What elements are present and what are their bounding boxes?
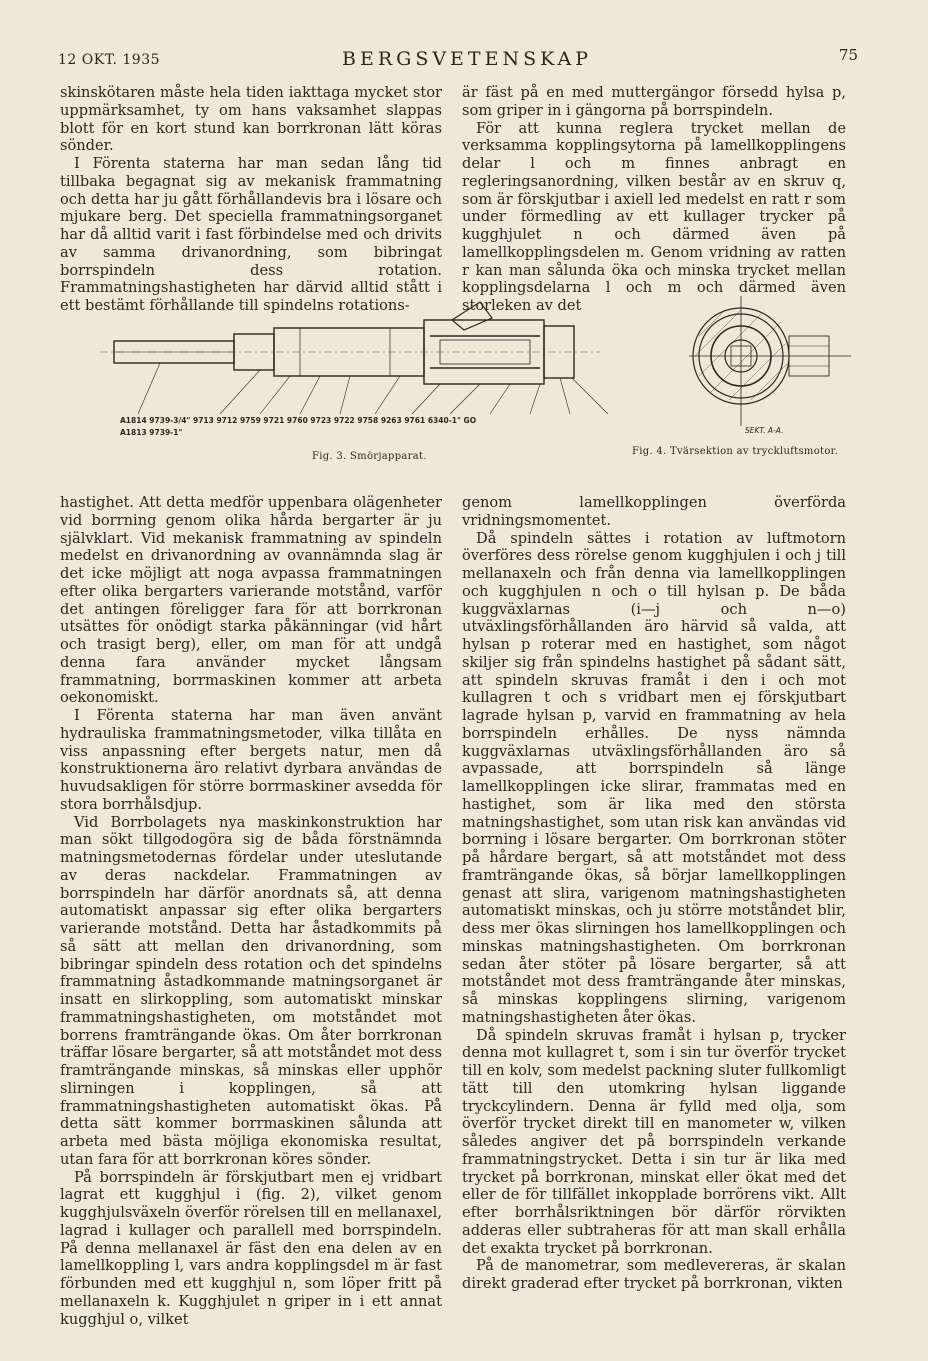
figure-block xyxy=(100,296,870,466)
page-number: 75 xyxy=(838,46,858,64)
paragraph: För att kunna reglera trycket mellan de verksamma kopplingsytorna på lamellkopplingens delar l och m finnes anbragt en regleringsanordning, vilken består av en skruv q, som är förskjutbar i axiell led medelst en ratt r som under förmedling av ett kullager trycker på kugghjulet n och därmed även på lamellkopplingsdelen m. Genom vridning av ratten r kan man sålunda öka och minska trycket mellan kopplingsdelarna l och m och därmed även storleken av det xyxy=(462,119,846,314)
paragraph: Vid Borrbolagets nya maskinkonstruktion har man sökt tillgodogöra sig de båda förstnämnda matningsmetodernas fördelar under uteslutande av deras nackdelar. Frammatningen av borrspindeln har därför anordnats så, att denna automatiskt anpassar sig efter olika bergarters varierande motstånd. Detta har åstadkommits på så sätt att mellan den drivanordning, som bibringar spindeln dess rotation och det spindelns frammatning åstadkommande matningsorganet är insatt en slirkoppling, som automatiskt minskar frammatningshastigheten, om motståndet mot borrens framträngande ökas. Om åter borrkronan träffar lösare bergarter, så att motståndet mot dess framträngande minskas, så minskas eller upphör slirningen i kopplingen, så att frammatningshastigheten automatiskt ökas. På detta sätt kommer borrmaskinen sålunda att arbeta med bästa möjliga ekonomiska resultat, utan fara för att borrkronan köres sönder. xyxy=(60,813,442,1168)
paragraph: skinskötaren måste hela tiden iakttaga mycket stor uppmärksamhet, ty om hans vaksamhet slappas blott för en kort stund kan borrkronan lätt köras sönder. xyxy=(60,84,442,155)
issue-date: 12 OKT. 1935 xyxy=(58,52,161,68)
paragraph: Då spindeln skruvas framåt i hylsan p, trycker denna mot kullagret t, som i sin tur överför trycket till en kolv, som medelst packning sluter fullkomligt tätt till den utomkring hylsan liggande tryckcylindern. Denna är fylld med olja, som överför trycket direkt till en manometer w, vilken således angiver det på borrspindeln verkande frammatningstrycket. Detta i sin tur är lika med trycket på borrkronan, minskat eller ökat med det eller de för tillfället inkopplade borrörens vikt. Allt efter borrhålsriktningen bör därför rörvikten adderas eller subtraheras för att man skall erhålla det exakta trycket på borrkronan. xyxy=(462,1026,846,1257)
paragraph: är fäst på en med muttergängor försedd hylsa p, som griper in i gängorna på borrspindeln. xyxy=(462,84,846,119)
paragraph: I Förenta staterna har man sedan lång tid tillbaka begagnat sig av mekanisk frammatning och detta har ju gått förhållandevis bra i lösare och mjukare berg. Det speciella frammatningsorganet har då alltid varit i fast förbindelse med och drivits av samma drivanordning, som bibringat borrspindeln dess rotation. Frammatningshastigheten har därvid alltid stått i ett bestämt förhållande till spindelns rotations- xyxy=(60,155,442,314)
text-column-bottom-left xyxy=(60,494,442,1328)
fig3-caption: Fig. 3. Smörjapparat. xyxy=(312,451,427,462)
paragraph: På de manometrar, som medlevereras, är skalan direkt graderad efter trycket på borrkronan, vikten xyxy=(462,1257,846,1292)
paragraph: genom lamellkopplingen överförda vridningsmomentet. xyxy=(462,494,846,529)
part-numbers-row: A1814 9739-3/4" 9713 9712 9759 9721 9760 9723 9722 9758 9263 9761 6340-1" GO xyxy=(120,416,477,425)
paragraph: hastighet. Att detta medför uppenbara olägenheter vid borrning genom olika hårda bergarter är ju självklart. Vid mekanisk frammatning av spindeln medelst en drivanordning av ovannämnda slag är det icke möjligt att noga avpassa frammatningen efter olika bergarters varierande motstånd, varför det antingen föreligger fara för att borrkronan utsättes för onödigt starka påkänningar (vid hårt och trasigt berg), eller, om man för att undgå denna fara använder mycket långsam frammatning, borrmaskinen kommer att arbeta oekonomiskt. xyxy=(60,494,442,707)
fig4-cross-section-drawing xyxy=(685,296,855,426)
fig3-part-numbers xyxy=(120,416,660,437)
paragraph: På borrspindeln är förskjutbart men ej vridbart lagrat ett kugghjul i (fig. 2), vilket genom kugghjulsväxeln överför rörelsen till en mellanaxel, lagrad i kullager och parallell med borrspindeln. På denna mellanaxel är fäst den ena delen av en lamellkoppling l, vars andra kopplingsdel m är fast förbunden med ett kugghjul n, som löper fritt på mellanaxeln k. Kugghjulet n griper in i ett annat kugghjul o, vilket xyxy=(60,1168,442,1328)
paragraph: Då spindeln sättes i rotation av luftmotorn överföres dess rörelse genom kugghjulen i och j till mellanaxeln och från denna via lamellkopplingen och kugghjulen n och o till hylsan p. De båda kuggväxlarnas (i—j och n—o) utväxlingsförhållanden äro härvid så valda, att hylsan p roterar med en hastighet, som något skiljer sig från spindelns hastighet på sådant sätt, att spindeln skruvas framåt i den i och mot kullagren t och s vridbart men ej förskjutbart lagrade hylsan p, varvid en frammatning av hela borrspindeln erhålles. De nyss nämnda kuggväxlarnas utväxlingsförhållanden äro så avpassade, att borrspindeln så länge lamellkopplingen icke slirar, frammatas med en hastighet, som är lika med den största matningshastighet, som utan risk kan användas vid borrning i lösare bergarter. Om borrkronan stöter på hårdare bergart, så att motståndet mot dess framträngande ökas, så börjar lamellkopplingen genast att slira, varigenom matningshastigheten automatiskt minskas, och ju större motståndet blir, dess mer ökas slirningen hos lamellkopplingen och minskas matningshastigheten. Om borrkronan sedan åter stöter på lösare bergarter, så att motståndet mot dess framträngande åter minskas, så minskas kopplingens slirning, varigenom matningshastigheten åter ökas. xyxy=(462,529,846,1026)
fig3-lubricator-drawing xyxy=(100,296,660,421)
text-column-top-left xyxy=(60,84,442,315)
journal-title: BERGSVETENSKAP xyxy=(342,48,593,70)
page-header xyxy=(58,46,858,74)
text-column-bottom-right xyxy=(462,494,846,1293)
paragraph: I Förenta staterna har man även använt hydrauliska frammatningsmetoder, vilka tillåta en viss anpassning efter bergets natur, men då konstruktionerna äro relativt dyrbara användas de huvudsakligen för större borrmaskiner avsedda för stora borrhålsdjup. xyxy=(60,707,442,813)
text-column-top-right xyxy=(462,84,846,315)
section-label: SEKT. A-A. xyxy=(745,426,784,435)
fig4-caption: Fig. 4. Tvärsektion av tryckluftsmotor. xyxy=(632,446,839,457)
part-numbers-row: A1813 9739-1" xyxy=(120,428,183,437)
